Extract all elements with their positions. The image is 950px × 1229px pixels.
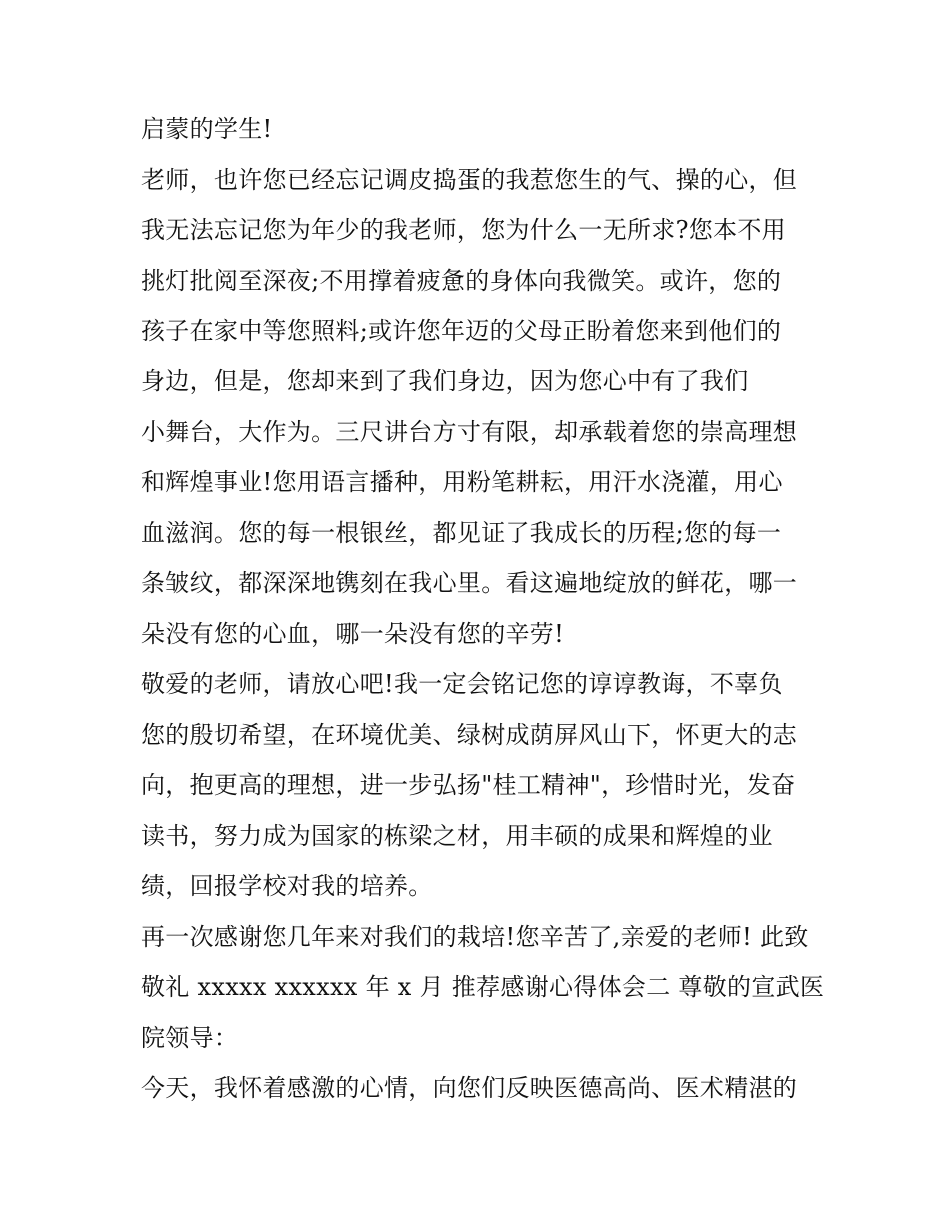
text-line-20: 今天，我怀着感激的心情，向您们反映医德高尚、医术精湛的 [141,1074,798,1102]
text-line-17: 再一次感谢您几年来对我们的栽培!您辛苦了,亲爱的老师! 此致 [141,923,809,951]
text-line-18: 敬礼 xxxxx xxxxxx 年 x 月 推荐感谢心得体会二 尊敬的宣武医 [141,973,825,1001]
text-line-1: 启蒙的学生! [141,115,273,143]
text-line-12: 敬爱的老师，请放心吧!我一定会铭记您的谆谆教诲，不辜负 [141,670,783,698]
text-line-14: 向，抱更高的理想，进一步弘扬"桂工精神"，珍惜时光，发奋 [141,771,796,799]
text-line-10: 条皱纹，都深深地镌刻在我心里。看这遍地绽放的鲜花，哪一 [141,569,798,597]
text-line-6: 身边，但是，您却来到了我们身边，因为您心中有了我们 [141,367,749,395]
text-line-9: 血滋润。您的每一根银丝，都见证了我成长的历程;您的每一 [141,519,782,547]
text-line-13: 您的殷切希望，在环境优美、绿树成荫屏风山下，怀更大的志 [141,721,798,749]
text-line-19: 院领导： [141,1024,239,1052]
text-line-8: 和辉煌事业!您用语言播种，用粉笔耕耘，用汗水浇灌，用心 [141,468,783,496]
text-line-4: 挑灯批阅至深夜;不用撑着疲惫的身体向我微笑。或许，您的 [141,267,782,295]
text-line-2: 老师，也许您已经忘记调皮捣蛋的我惹您生的气、操的心，但 [141,166,798,194]
text-line-5: 孩子在家中等您照料;或许您年迈的父母正盼着您来到他们的 [141,317,782,345]
text-line-11: 朵没有您的心血，哪一朵没有您的辛劳! [141,620,565,648]
text-line-3: 我无法忘记您为年少的我老师，您为什么一无所求?您本不用 [141,216,786,244]
text-line-15: 读书，努力成为国家的栋梁之材，用丰硕的成果和辉煌的业 [141,822,773,850]
text-line-16: 绩，回报学校对我的培养。 [141,872,433,900]
text-line-7: 小舞台，大作为。三尺讲台方寸有限，却承载着您的崇高理想 [141,418,798,446]
